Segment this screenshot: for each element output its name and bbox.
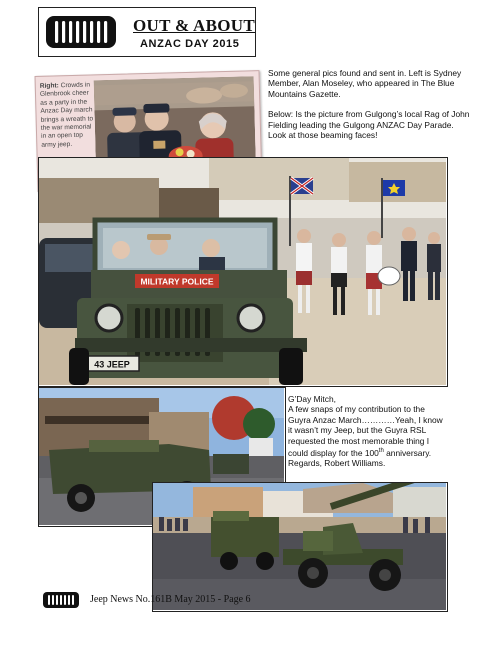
letter-signoff: Regards, Robert Williams. xyxy=(288,458,386,469)
parade-photo xyxy=(38,157,448,387)
licence-plate-text: 43 JEEP xyxy=(94,359,130,370)
gulgong-parade-illustration xyxy=(39,158,446,385)
jeep-grille-icon xyxy=(42,591,80,609)
letter-body: A few snaps of my contribution to the Guyra Anzac March…………Yeah, I know it wasn’t my Jeep, but the Guyra RSL requested the most memorable thing I could display for the 100th anniversary. xyxy=(288,404,443,458)
towed-gun-illustration xyxy=(153,483,446,610)
letter-greeting: G’Day Mitch, xyxy=(288,394,336,404)
military-police-sign-text: MILITARY POLICE xyxy=(140,276,214,287)
letter-text xyxy=(288,394,448,469)
page-title: OUT & ABOUT xyxy=(133,16,256,35)
intro-text xyxy=(268,68,473,150)
page-footer: Jeep News No.161B May 2015 - Page 6 xyxy=(90,594,251,605)
military-police-jeep xyxy=(69,220,307,385)
page-subtitle: ANZAC DAY 2015 xyxy=(140,38,240,50)
caption-label: Right: xyxy=(39,82,59,90)
jeep-grille-icon xyxy=(45,15,117,49)
clipping-caption xyxy=(40,81,96,150)
anti-aircraft-gun-photo xyxy=(152,482,448,612)
intro-paragraph: Below: Is the picture from Gulgong’s local Rag of John Fielding leading the Gulgong ANZAC Day Parade. Look at those beaming faces! xyxy=(268,109,470,141)
header-box xyxy=(38,7,256,57)
intro-paragraph: Some general pics found and sent in. Left is Sydney Member, Alan Moseley, who appeared in The Blue Mountains Gazette. xyxy=(268,68,462,99)
caption-text: Crowds in Glenbrook cheer as a party in the Anzac Day march brings a wreath to the war memorial in an open top army jeep. xyxy=(39,81,94,149)
